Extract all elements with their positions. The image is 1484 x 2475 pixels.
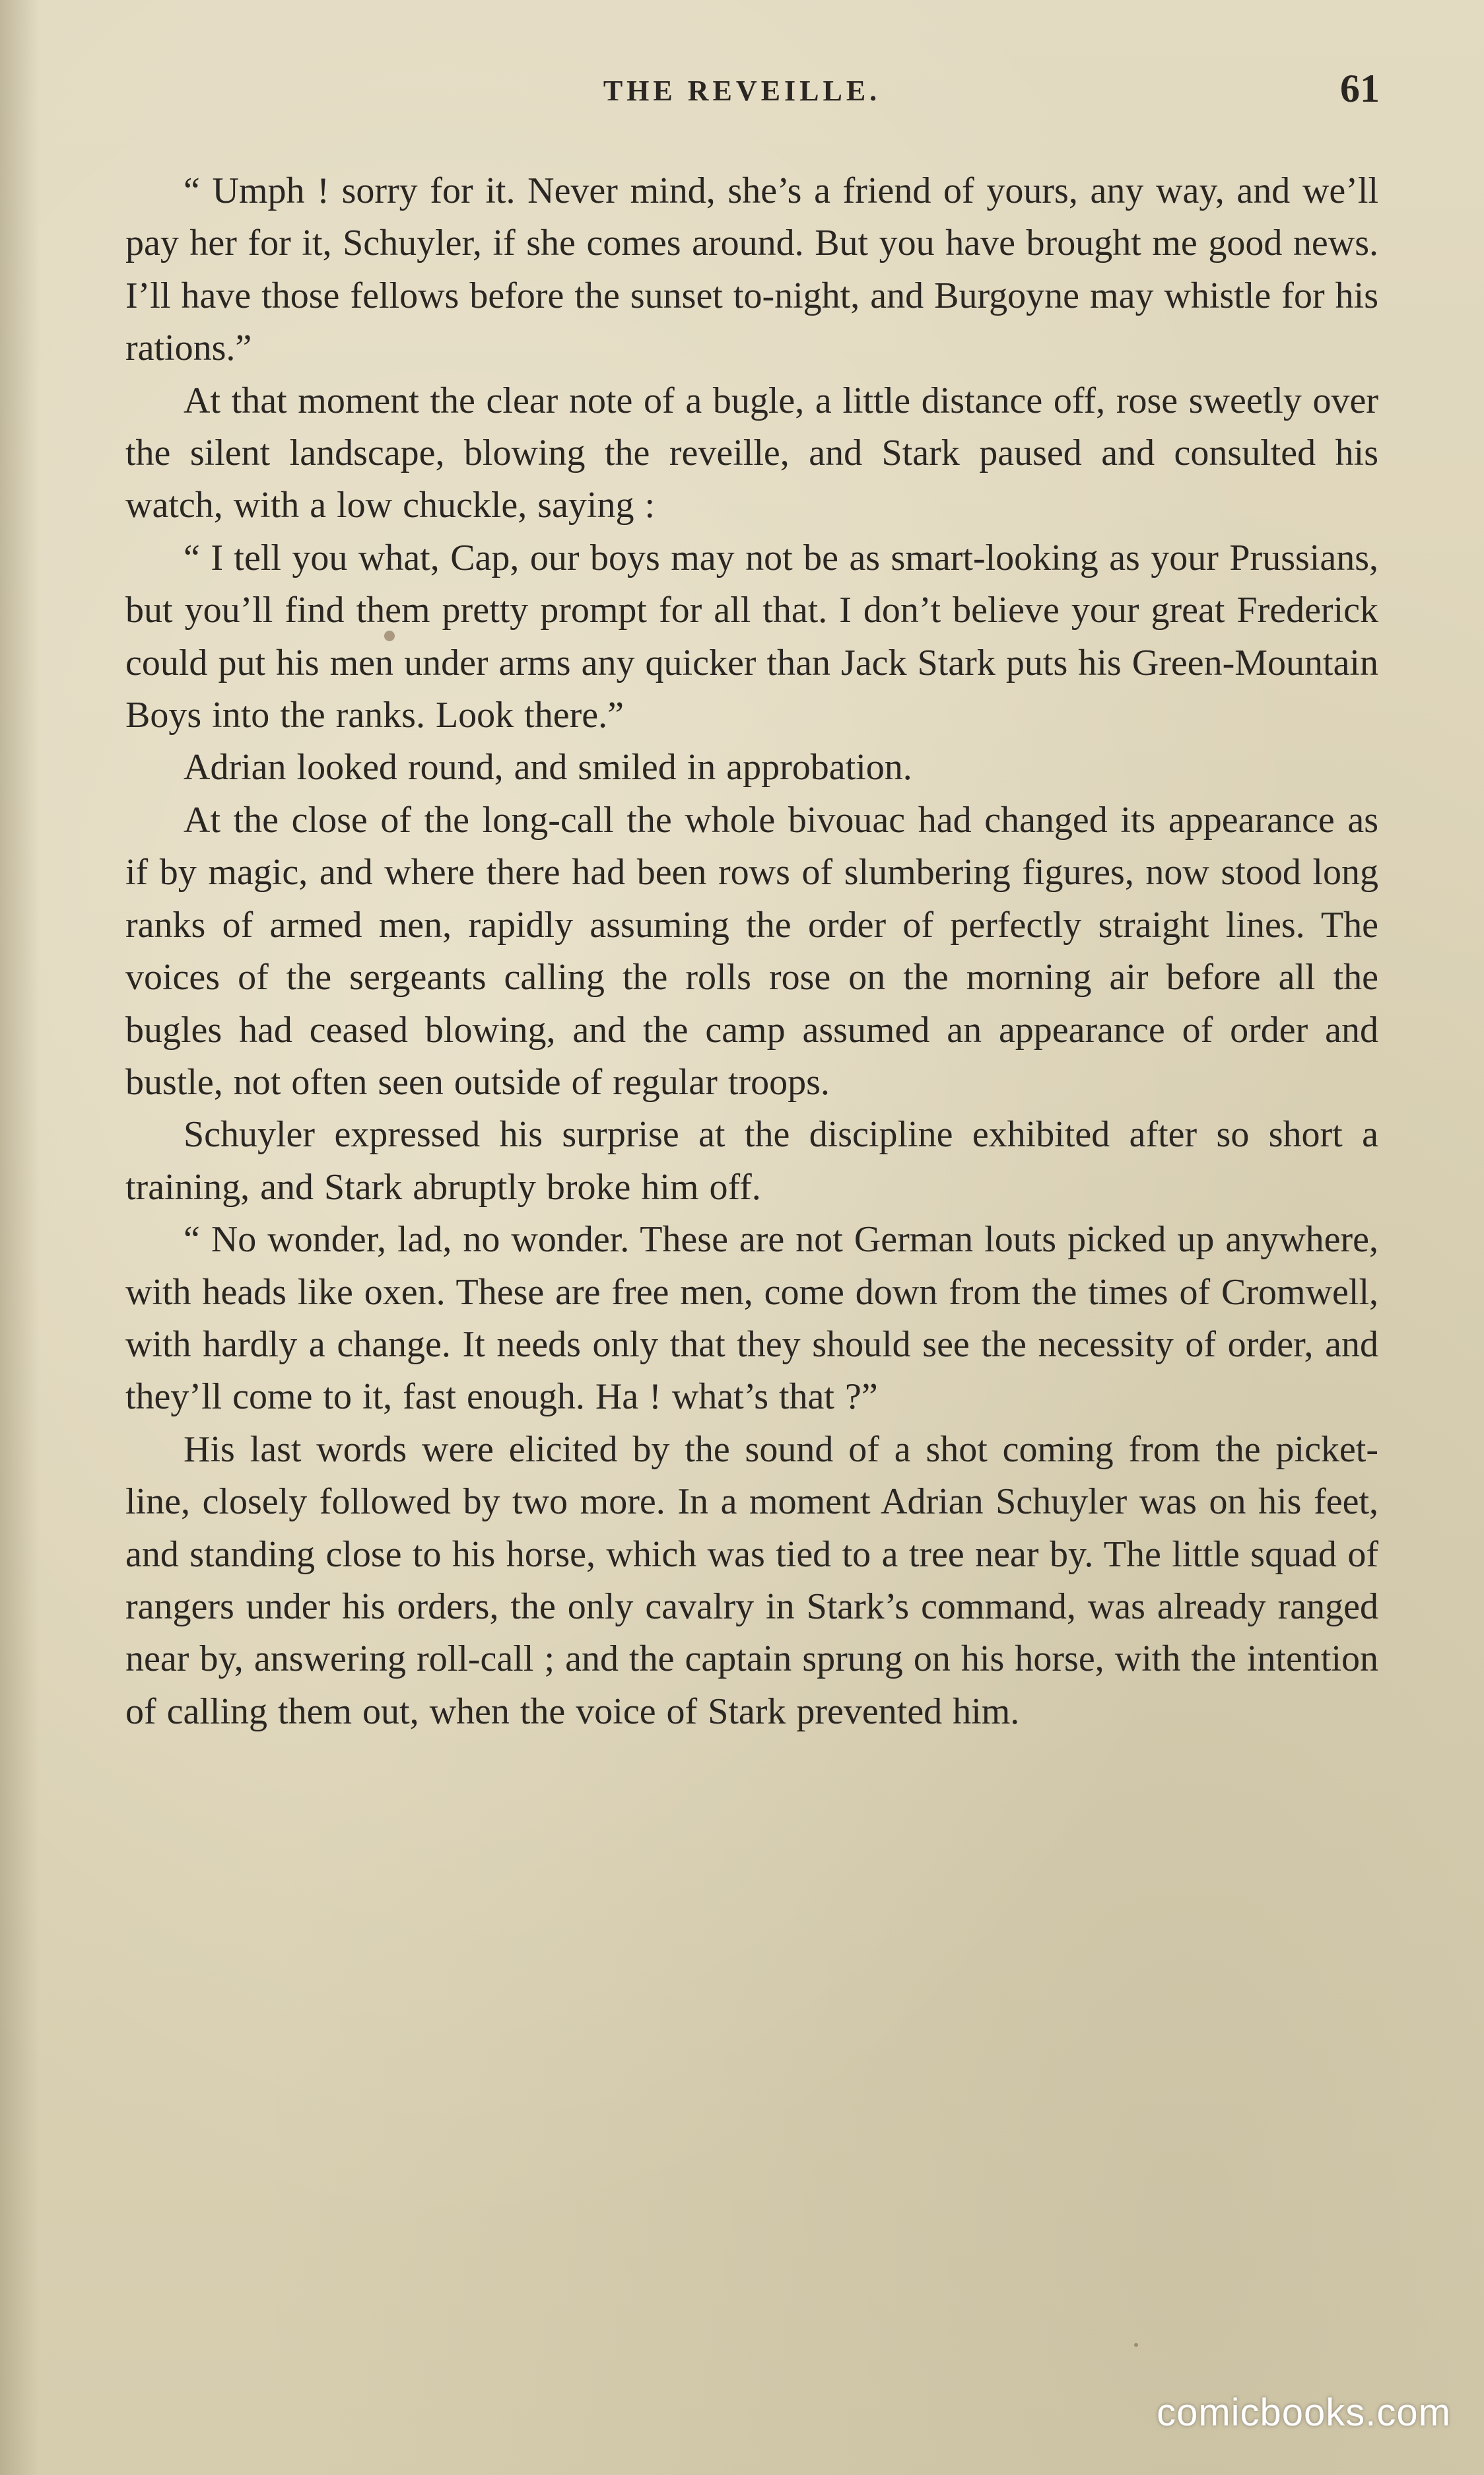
running-title: THE REVEILLE.	[603, 75, 881, 107]
paragraph: His last words were elicited by the sound of a shot coming from the picket-line, closely followed by two more. In a moment Adrian Schuyler was on his feet, and standing close to his horse, which was tied to a tree near by. The little squad of rangers under his orders, the only cavalry in Stark’s command, was already ranged near by, answering roll-call ; and the captain sprung on his horse, with the intention of calling them out, when the voice of Stark prevented him.	[125, 1428, 1378, 1732]
ink-stain	[384, 631, 395, 641]
paragraph: “ No wonder, lad, no wonder. These are not German louts picked up anywhere, with heads like oxen. These are free men, come down from the times of Cromwell, with hardly a change. It needs only that they should see the necessity of order, and they’ll come to it, fast enough. Ha ! what’s that ?”	[125, 1219, 1378, 1418]
paragraph: Schuyler expressed his surprise at the discipline exhibited after so short a training, and Stark abruptly broke him off.	[125, 1114, 1378, 1208]
page-number: 61	[1340, 67, 1380, 110]
page-edge-shadow	[0, 0, 40, 2475]
paragraph: “ I tell you what, Cap, our boys may not be as smart-looking as your Prussians, but you’ll find them pretty prompt for all that. I don’t believe your great Frederick could put his men under arms any quicker than Jack Stark puts his Green-Mountain Boys into the ranks. Look there.”	[125, 537, 1378, 736]
running-head	[0, 66, 1484, 119]
paragraph: Adrian looked round, and smiled in approbation.	[184, 747, 912, 788]
ink-stain	[1134, 2343, 1138, 2347]
paragraph: “ Umph ! sorry for it. Never mind, she’s a friend of yours, any way, and we’ll pay her for it, Schuyler, if she comes around. But you have brought me good news. I’ll have those fellows before the sunset to-night, and Burgoyne may whistle for his rations.”	[125, 170, 1378, 369]
paragraph: At the close of the long-call the whole bivouac had changed its appearance as if by magic, and where there had been rows of slumbering figures, now stood long ranks of armed men, rapidly assuming the order of perfectly straight lines. The voices of the sergeants calling the rolls rose on the morning air before all the bugles had ceased blowing, and the camp assumed an appearance of order and bustle, not often seen outside of regular troops.	[125, 799, 1378, 1103]
paragraph: At that moment the clear note of a bugle, a little distance off, rose sweetly over the silent landscape, blowing the reveille, and Stark paused and consulted his watch, with a low chuckle, saying :	[125, 380, 1378, 526]
watermark: comicbooks.com	[1157, 2391, 1451, 2434]
body-text	[125, 165, 1378, 1738]
